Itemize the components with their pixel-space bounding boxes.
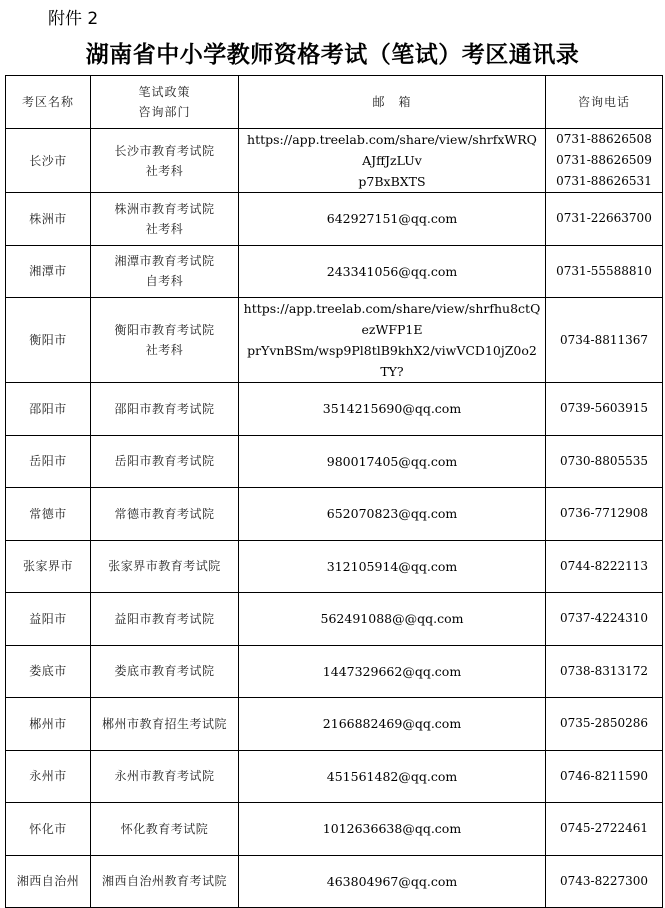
email-cell [239,383,546,436]
dept-name [91,698,239,751]
page-title: 湖南省中小学教师资格考试（笔试）考区通讯录 [85,42,580,68]
dept-name-line: 社考科 [145,163,184,178]
header-row [6,76,663,129]
phone-cell [546,435,663,488]
email-cell-line: 1012636638@qq.com [322,821,462,837]
area-name: 益阳市 [6,593,91,646]
table-row [6,488,663,541]
email-cell-line: 980017405@qq.com [326,453,458,469]
dept-name-line: 张家界市教育考试院 [108,559,221,574]
table-row [6,540,663,593]
header-dept [91,76,239,129]
area-name: 郴州市 [6,698,91,751]
phone-cell [546,750,663,803]
table-row [6,803,663,856]
email-cell [239,129,546,193]
phone-cell [546,803,663,856]
table-row [6,698,663,751]
email-cell-line: 312105914@qq.com [326,558,458,574]
dept-name [91,645,239,698]
phone-cell-line: 0730-8805535 [559,453,649,468]
dept-name-line: 岳阳市教育考试院 [114,454,215,469]
table-row [6,593,663,646]
phone-cell-line: 0738-8313172 [559,663,649,678]
phone-cell-line: 0745-2722461 [559,821,649,836]
email-cell [239,855,546,908]
email-cell-line: 243341056@qq.com [326,263,458,279]
dept-name [91,383,239,436]
area-name: 永州市 [6,750,91,803]
phone-cell-line: 0731-22663700 [556,211,652,226]
email-cell-line: https://app.treelab.com/share/view/shrfxWRQAJffJzLUv [247,132,537,168]
dept-name [91,129,239,193]
phone-cell [546,383,663,436]
phone-cell [546,698,663,751]
email-cell-line: 2166882469@qq.com [322,716,462,732]
phone-cell-line: 0746-8211590 [559,768,649,783]
dept-name [91,803,239,856]
email-cell-line: prYvnBSm/wsp9Pl8tlB9khX2/viwVCD10jZ0o2TY? [247,343,537,379]
email-cell-line: 3514215690@qq.com [322,401,462,417]
phone-cell-line: 0743-8227300 [559,873,649,888]
area-name: 张家界市 [6,540,91,593]
dept-name-line: 湘西自治州教育考试院 [101,874,227,889]
phone-cell-line: 0731-55588810 [556,263,652,278]
email-cell-line: 562491088@@qq.com [320,611,464,627]
contact-table [5,75,663,908]
email-cell-line: 451561482@qq.com [326,768,458,784]
table-row [6,855,663,908]
area-name: 湘潭市 [6,245,91,298]
phone-cell [546,129,663,193]
dept-name [91,540,239,593]
table-row [6,298,663,383]
area-name: 怀化市 [6,803,91,856]
header-area: 考区名称 [6,76,91,129]
dept-name-line: 益阳市教育考试院 [114,611,215,626]
dept-name [91,193,239,246]
dept-name [91,245,239,298]
phone-cell [546,645,663,698]
dept-name [91,593,239,646]
header-dept-line2: 咨询部门 [138,105,191,119]
email-cell [239,540,546,593]
phone-cell-line: 0739-5603915 [559,401,649,416]
phone-cell-line: 0734-8811367 [559,332,649,347]
email-cell [239,750,546,803]
dept-name [91,435,239,488]
phone-cell [546,540,663,593]
phone-cell [546,855,663,908]
table-row [6,193,663,246]
dept-name [91,855,239,908]
dept-name [91,750,239,803]
header-phone: 咨询电话 [546,76,663,129]
dept-name-line: 邵阳市教育考试院 [114,401,215,416]
phone-cell-line: 0731-88626531 [556,174,652,188]
phone-cell-line: 0737-4224310 [559,611,649,626]
dept-name-line: 长沙市教育考试院 [114,143,215,158]
table-row [6,383,663,436]
area-name: 长沙市 [6,129,91,193]
phone-cell [546,298,663,383]
email-cell [239,298,546,383]
area-name: 娄底市 [6,645,91,698]
table-row [6,645,663,698]
dept-name-line: 怀化教育考试院 [120,821,209,836]
area-name: 衡阳市 [6,298,91,383]
email-cell [239,803,546,856]
email-cell [239,193,546,246]
phone-cell [546,193,663,246]
email-cell-line: https://app.treelab.com/share/view/shrfhu8ctQezWFP1E [243,301,541,337]
header-email: 邮 箱 [239,76,546,129]
dept-name-line: 社考科 [145,221,184,236]
table-row [6,435,663,488]
dept-name-line: 常德市教育考试院 [114,506,215,521]
phone-cell-line: 0731-88626509 [556,153,652,167]
email-cell-line: p7BxBXTS [358,174,426,189]
phone-cell [546,488,663,541]
area-name: 株洲市 [6,193,91,246]
phone-cell-line: 0744-8222113 [559,558,649,573]
email-cell [239,593,546,646]
dept-name-line: 郴州市教育招生考试院 [101,716,227,731]
table-row [6,750,663,803]
phone-cell [546,245,663,298]
attachment-label: 附件 2 [48,9,99,29]
phone-cell-line: 0731-88626508 [556,132,652,146]
email-cell [239,488,546,541]
dept-name [91,298,239,383]
email-cell [239,698,546,751]
phone-cell-line: 0736-7712908 [559,506,649,521]
email-cell [239,645,546,698]
area-name: 岳阳市 [6,435,91,488]
dept-name-line: 社考科 [145,343,184,357]
email-cell-line: 652070823@qq.com [326,506,458,522]
email-cell [239,245,546,298]
table-row [6,245,663,298]
table-row [6,129,663,193]
header-dept-line1: 笔试政策 [138,85,191,99]
dept-name-line: 湘潭市教育考试院 [114,254,215,269]
dept-name-line: 永州市教育考试院 [114,769,215,784]
phone-cell-line: 0735-2850286 [559,716,649,731]
area-name: 常德市 [6,488,91,541]
email-cell-line: 463804967@qq.com [326,873,458,889]
email-cell-line: 642927151@qq.com [326,211,458,227]
dept-name-line: 衡阳市教育考试院 [114,323,215,337]
email-cell-line: 1447329662@qq.com [322,663,462,679]
dept-name-line: 自考科 [145,274,184,289]
area-name: 邵阳市 [6,383,91,436]
dept-name-line: 娄底市教育考试院 [114,664,215,679]
dept-name [91,488,239,541]
area-name: 湘西自治州 [6,855,91,908]
email-cell [239,435,546,488]
dept-name-line: 株洲市教育考试院 [114,201,215,216]
phone-cell [546,593,663,646]
